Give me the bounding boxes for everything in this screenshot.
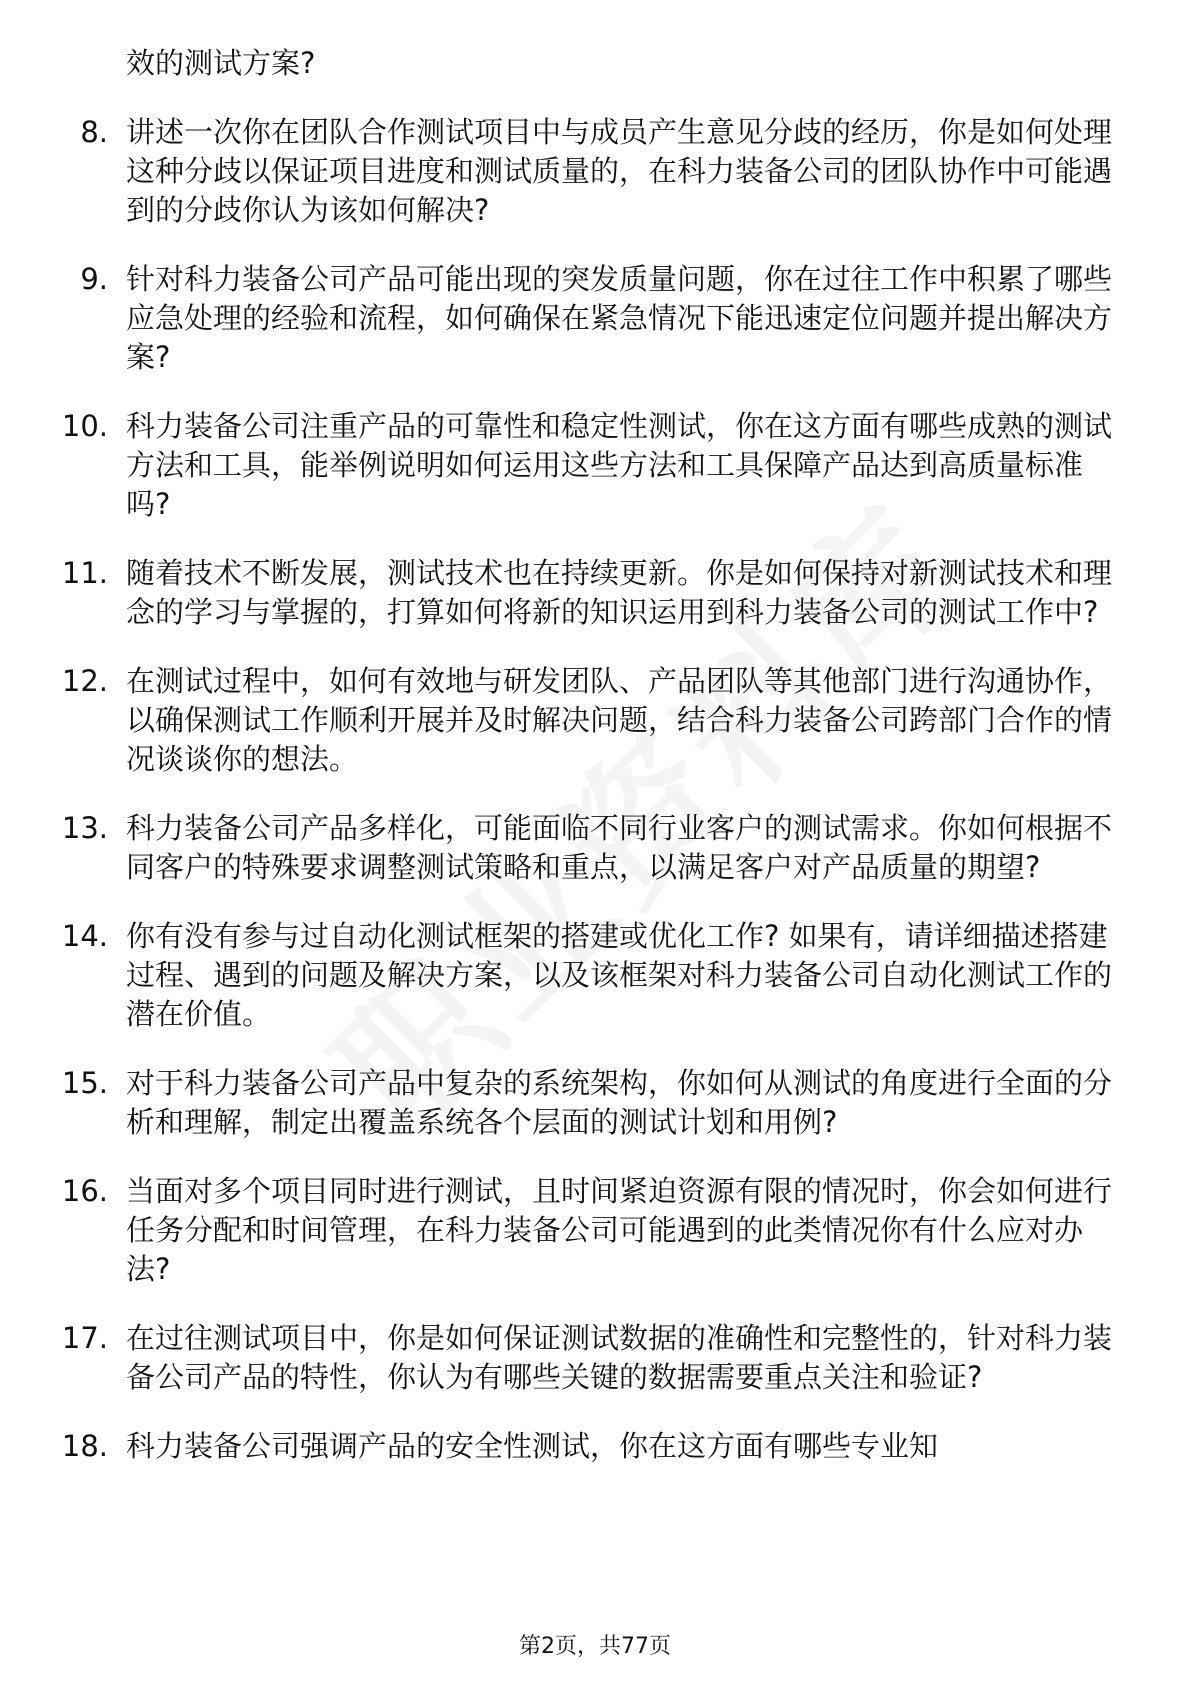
question-text: 针对科力装备公司产品可能出现的突发质量问题，你在过往工作中积累了哪些应急处理的经验和流程，如何确保在紧急情况下能迅速定位问题并提出解决方案? — [126, 262, 1113, 374]
question-text: 科力装备公司强调产品的安全性测试，你在这方面有哪些专业知 — [126, 1429, 939, 1463]
question-text: 你有没有参与过自动化测试框架的搭建或优化工作? 如果有，请详细描述搭建过程、遇到的问题及解决方案，以及该框架对科力装备公司自动化测试工作的潜在价值。 — [126, 919, 1113, 1031]
question-number: 16. — [61, 1174, 108, 1208]
question-text: 当面对多个项目同时进行测试，且时间紧迫资源有限的情况时，你会如何进行任务分配和时间管理，在科力装备公司可能遇到的此类情况你有什么应对办法? — [126, 1174, 1113, 1286]
question-item — [0, 1319, 1190, 1397]
question-number: 9. — [80, 262, 108, 296]
question-number: 13. — [61, 811, 108, 845]
question-list — [0, 113, 1190, 1466]
question-item — [0, 809, 1190, 887]
question-number: 15. — [61, 1066, 108, 1100]
page-footer: 第2页，共77页 — [519, 1634, 671, 1659]
question-number: 17. — [61, 1321, 108, 1355]
question-item — [0, 917, 1190, 1034]
question-number: 10. — [61, 409, 108, 443]
question-item — [0, 260, 1190, 377]
question-text: 科力装备公司产品多样化，可能面临不同行业客户的测试需求。你如何根据不同客户的特殊要求调整测试策略和重点，以满足客户对产品质量的期望? — [126, 811, 1113, 884]
question-text: 在过往测试项目中，你是如何保证测试数据的准确性和完整性的，针对科力装备公司产品的特性，你认为有哪些关键的数据需要重点关注和验证? — [126, 1321, 1113, 1394]
question-item — [0, 113, 1190, 230]
question-item — [0, 1172, 1190, 1289]
continuation-text: 效的测试方案? — [126, 46, 316, 80]
question-number: 12. — [61, 664, 108, 698]
question-text: 随着技术不断发展，测试技术也在持续更新。你是如何保持对新测试技术和理念的学习与掌握的，打算如何将新的知识运用到科力装备公司的测试工作中? — [126, 556, 1113, 629]
question-text: 在测试过程中，如何有效地与研发团队、产品团队等其他部门进行沟通协作，以确保测试工作顺利开展并及时解决问题，结合科力装备公司跨部门合作的情况谈谈你的想法。 — [126, 664, 1113, 776]
question-text: 科力装备公司注重产品的可靠性和稳定性测试，你在这方面有哪些成熟的测试方法和工具，能举例说明如何运用这些方法和工具保障产品达到高质量标准吗? — [126, 409, 1113, 521]
question-number: 18. — [61, 1429, 108, 1463]
question-item — [0, 1064, 1190, 1142]
document-body — [0, 44, 1190, 1466]
question-number: 11. — [61, 556, 108, 590]
question-text: 讲述一次你在团队合作测试项目中与成员产生意见分歧的经历，你是如何处理这种分歧以保证项目进度和测试质量的，在科力装备公司的团队协作中可能遇到的分歧你认为该如何解决? — [126, 115, 1113, 227]
question-number: 8. — [80, 115, 108, 149]
question-item — [0, 407, 1190, 524]
question-text: 对于科力装备公司产品中复杂的系统架构，你如何从测试的角度进行全面的分析和理解，制定出覆盖系统各个层面的测试计划和用例? — [126, 1066, 1113, 1139]
question-item — [0, 662, 1190, 779]
question-item — [0, 554, 1190, 632]
question-item — [0, 1427, 1190, 1466]
question-number: 14. — [61, 919, 108, 953]
